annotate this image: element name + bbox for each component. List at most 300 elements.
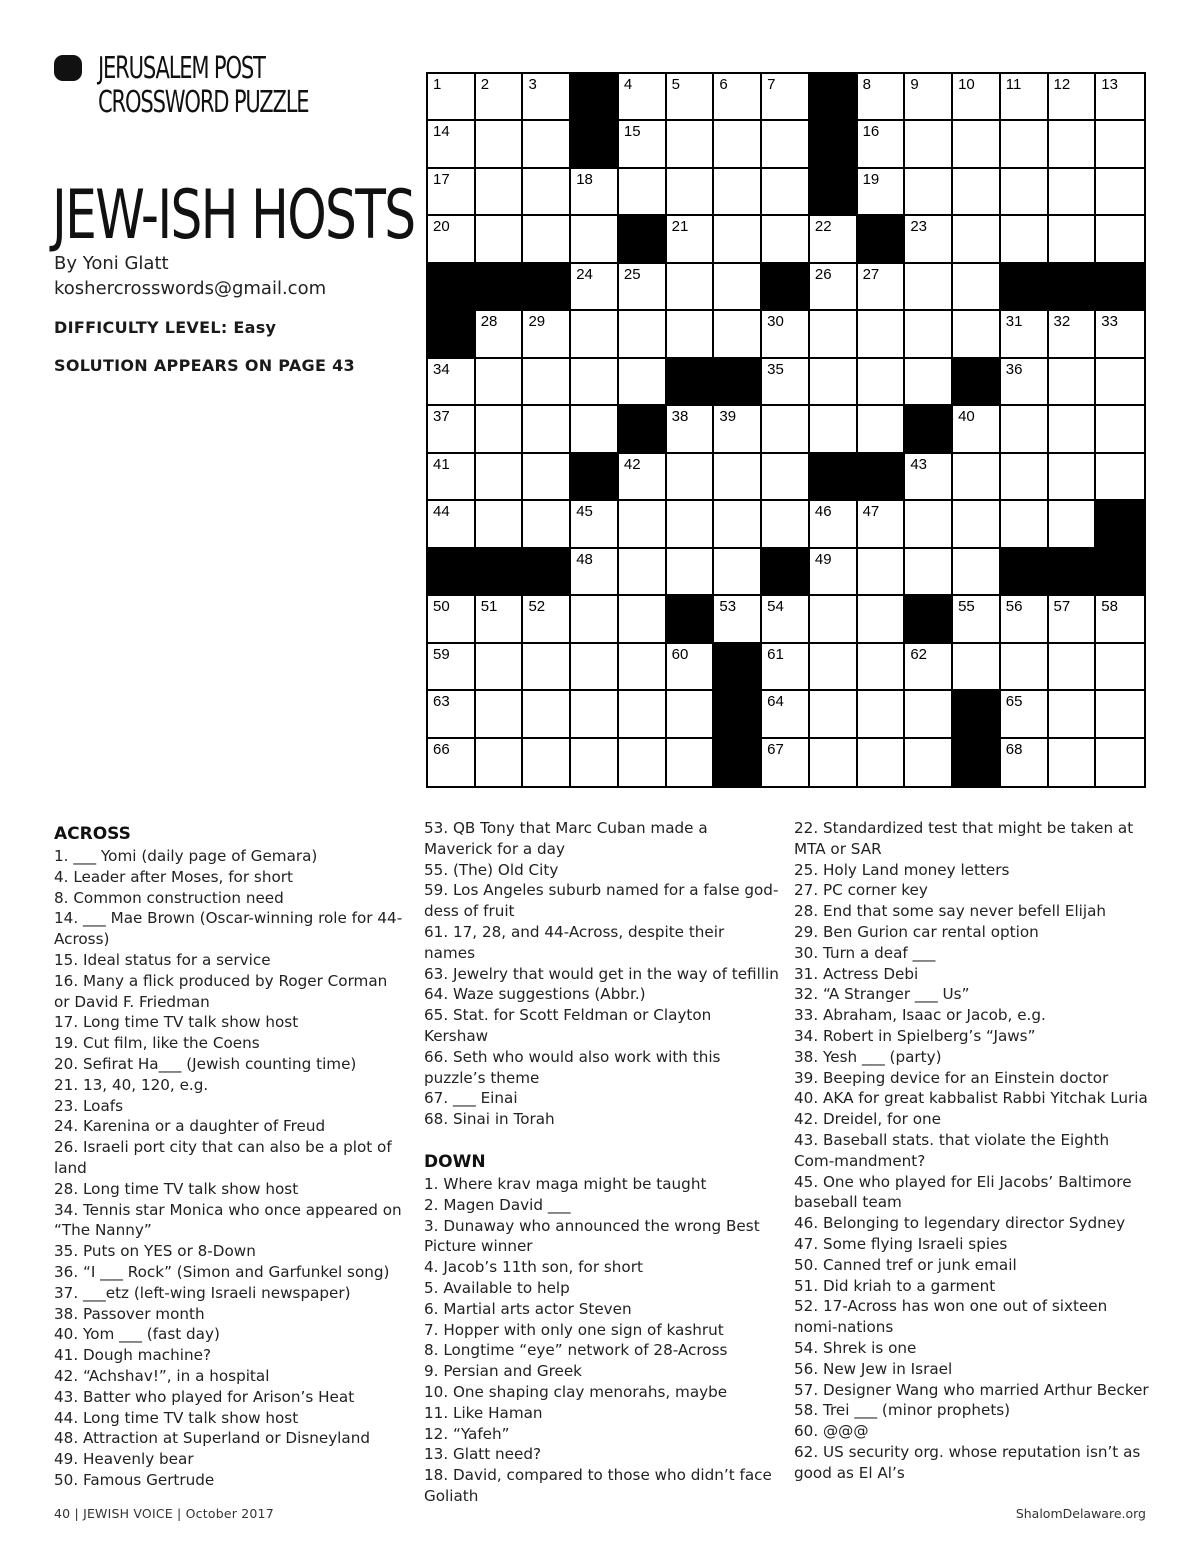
grid-cell[interactable] [523, 406, 571, 453]
across-clue-list-continued [424, 818, 780, 1130]
grid-cell[interactable] [905, 74, 953, 121]
clue-number: 21 [671, 218, 689, 236]
clue: 23. Loafs [54, 1096, 124, 1115]
grid-cell[interactable] [905, 311, 953, 358]
grid-cell[interactable] [1096, 691, 1144, 738]
grid-cell[interactable] [1001, 311, 1049, 358]
grid-cell[interactable] [667, 216, 715, 263]
grid-cell[interactable] [714, 216, 762, 263]
grid-cell[interactable] [476, 121, 524, 168]
clue: 50. Canned tref or junk email [794, 1255, 1017, 1274]
clue: 38. Yesh ___ (party) [794, 1047, 942, 1066]
grid-cell[interactable] [953, 644, 1001, 691]
grid-cell[interactable] [810, 406, 858, 453]
grid-cell[interactable] [1096, 739, 1144, 786]
grid-cell[interactable] [1096, 311, 1144, 358]
grid-cell[interactable] [619, 121, 667, 168]
grid-cell[interactable] [1049, 739, 1097, 786]
grid-cell[interactable] [476, 739, 524, 786]
clue: 25. Holy Land money letters [794, 860, 1010, 879]
grid-cell[interactable] [1096, 406, 1144, 453]
clue: 6. Martial arts actor Steven [424, 1299, 632, 1318]
grid-cell[interactable] [858, 264, 906, 311]
grid-cell[interactable] [571, 264, 619, 311]
grid-cell[interactable] [905, 644, 953, 691]
crossword-grid [426, 72, 1146, 788]
clue: 11. Like Haman [424, 1403, 543, 1422]
clue-number: 50 [433, 598, 450, 616]
byline: By Yoni Glatt [54, 253, 169, 274]
grid-cell[interactable] [428, 216, 476, 263]
grid-cell[interactable] [476, 644, 524, 691]
grid-cell[interactable] [1049, 691, 1097, 738]
clue: 42. “Achshav!”, in a hospital [54, 1366, 270, 1385]
grid-cell[interactable] [571, 739, 619, 786]
grid-block [1096, 264, 1144, 311]
puzzle-title: JEW-ISH HOSTS [52, 176, 415, 255]
grid-cell[interactable] [714, 406, 762, 453]
grid-cell[interactable] [667, 454, 715, 501]
clue-number: 57 [1053, 598, 1071, 616]
grid-cell[interactable] [858, 739, 906, 786]
brand-line-1: JERUSALEM POST [98, 51, 265, 86]
grid-cell[interactable] [905, 264, 953, 311]
clues-column-2 [424, 818, 780, 1507]
clue: 1. ___ Yomi (daily page of Gemara) [54, 847, 318, 865]
grid-cell[interactable] [810, 311, 858, 358]
grid-block [714, 739, 762, 786]
clue: 40. Yom ___ (fast day) [54, 1325, 220, 1344]
grid-block [905, 596, 953, 643]
grid-cell[interactable] [1049, 596, 1097, 643]
grid-cell[interactable] [762, 406, 810, 453]
grid-cell[interactable] [810, 691, 858, 738]
clues-column-1 [54, 822, 406, 1491]
grid-cell[interactable] [523, 311, 571, 358]
grid-cell[interactable] [619, 644, 667, 691]
grid-cell[interactable] [858, 311, 906, 358]
clue-number: 53 [719, 598, 737, 616]
grid-cell[interactable] [571, 549, 619, 596]
grid-cell[interactable] [523, 739, 571, 786]
grid-cell[interactable] [476, 691, 524, 738]
grid-cell[interactable] [619, 169, 667, 216]
clue-number: 35 [767, 360, 784, 378]
grid-cell[interactable] [619, 596, 667, 643]
grid-cell[interactable] [905, 739, 953, 786]
grid-cell[interactable] [810, 596, 858, 643]
clue: 62. US security org. whose reputation isn’t as good as El Al’s [794, 1442, 1141, 1482]
clue: 19. Cut film, like the Coens [54, 1034, 260, 1053]
grid-cell[interactable] [1001, 644, 1049, 691]
grid-cell[interactable] [714, 169, 762, 216]
grid-cell[interactable] [523, 121, 571, 168]
grid-cell[interactable] [1096, 644, 1144, 691]
grid-cell[interactable] [667, 169, 715, 216]
footer-website: ShalomDelaware.org [1015, 1506, 1146, 1521]
grid-cell[interactable] [810, 501, 858, 548]
grid-cell[interactable] [476, 74, 524, 121]
clue-number: 24 [576, 265, 593, 283]
grid-cell[interactable] [476, 406, 524, 453]
grid-cell[interactable] [1096, 169, 1144, 216]
grid-cell[interactable] [667, 264, 715, 311]
grid-block [905, 406, 953, 453]
clue: 32. “A Stranger ___ Us” [794, 985, 970, 1004]
clue: 67. ___ Einai [424, 1089, 518, 1108]
clue: 45. One who played for Eli Jacobs’ Baltimore baseball team [794, 1172, 1132, 1212]
grid-cell[interactable] [858, 359, 906, 406]
clue: 4. Leader after Moses, for short [54, 867, 293, 886]
grid-cell[interactable] [667, 311, 715, 358]
grid-cell[interactable] [953, 406, 1001, 453]
grid-block [810, 121, 858, 168]
grid-cell[interactable] [667, 644, 715, 691]
grid-block [714, 359, 762, 406]
clue-number: 28 [480, 313, 498, 331]
grid-cell[interactable] [1001, 454, 1049, 501]
clue-number: 22 [814, 218, 832, 236]
grid-cell[interactable] [714, 74, 762, 121]
clue-number: 1 [433, 76, 442, 93]
grid-cell[interactable] [1001, 691, 1049, 738]
down-clue-list [424, 1174, 780, 1507]
clue: 57. Designer Wang who married Arthur Becker [794, 1380, 1149, 1399]
grid-cell[interactable] [810, 216, 858, 263]
grid-cell[interactable] [667, 739, 715, 786]
grid-block [571, 74, 619, 121]
grid-cell[interactable] [523, 454, 571, 501]
grid-cell[interactable] [858, 74, 906, 121]
grid-cell[interactable] [858, 691, 906, 738]
grid-cell[interactable] [1001, 739, 1049, 786]
grid-cell[interactable] [428, 691, 476, 738]
clue-number: 3 [528, 76, 537, 93]
grid-cell[interactable] [667, 74, 715, 121]
grid-cell[interactable] [1049, 311, 1097, 358]
grid-block [953, 691, 1001, 738]
grid-cell[interactable] [1001, 596, 1049, 643]
down-heading: DOWN [424, 1151, 486, 1172]
grid-cell[interactable] [953, 454, 1001, 501]
grid-cell[interactable] [953, 169, 1001, 216]
grid-cell[interactable] [619, 264, 667, 311]
grid-cell[interactable] [762, 739, 810, 786]
grid-cell[interactable] [428, 359, 476, 406]
grid-cell[interactable] [523, 501, 571, 548]
grid-cell[interactable] [762, 501, 810, 548]
grid-cell[interactable] [476, 216, 524, 263]
grid-block [667, 596, 715, 643]
grid-cell[interactable] [571, 406, 619, 453]
grid-cell[interactable] [858, 406, 906, 453]
grid-cell[interactable] [619, 501, 667, 548]
grid-cell[interactable] [762, 216, 810, 263]
grid-cell[interactable] [1049, 501, 1097, 548]
grid-cell[interactable] [667, 549, 715, 596]
grid-cell[interactable] [858, 121, 906, 168]
grid-cell[interactable] [905, 121, 953, 168]
grid-cell[interactable] [667, 406, 715, 453]
clue: 30. Turn a deaf ___ [794, 943, 936, 962]
grid-cell[interactable] [428, 74, 476, 121]
grid-cell[interactable] [1096, 596, 1144, 643]
clue-number: 4 [623, 76, 633, 93]
grid-cell[interactable] [1049, 169, 1097, 216]
grid-cell[interactable] [810, 359, 858, 406]
clue-number: 5 [671, 76, 680, 93]
grid-cell[interactable] [905, 359, 953, 406]
grid-cell[interactable] [953, 596, 1001, 643]
grid-cell[interactable] [476, 596, 524, 643]
grid-cell[interactable] [1001, 74, 1049, 121]
clue-number: 68 [1005, 740, 1023, 758]
down-clue-list-continued [794, 818, 1152, 1484]
grid-cell[interactable] [762, 169, 810, 216]
grid-cell[interactable] [762, 644, 810, 691]
grid-block [1096, 549, 1144, 596]
clue-number: 48 [576, 550, 593, 568]
grid-block [714, 644, 762, 691]
grid-cell[interactable] [905, 549, 953, 596]
grid-cell[interactable] [523, 74, 571, 121]
grid-cell[interactable] [953, 121, 1001, 168]
clue-number: 63 [433, 693, 450, 711]
clue: 58. Trei ___ (minor prophets) [794, 1401, 1011, 1420]
grid-cell[interactable] [667, 691, 715, 738]
clue-number: 12 [1053, 76, 1071, 93]
grid-cell[interactable] [523, 169, 571, 216]
difficulty-level: DIFFICULTY LEVEL: Easy [54, 318, 277, 337]
clue: 12. “Yafeh” [424, 1424, 510, 1443]
grid-cell[interactable] [1096, 454, 1144, 501]
clue-number: 18 [576, 170, 593, 188]
clue: 27. PC corner key [794, 881, 928, 900]
grid-cell[interactable] [619, 454, 667, 501]
clue: 43. Batter who played for Arison’s Heat [54, 1387, 355, 1406]
clue-number: 15 [623, 123, 641, 141]
grid-cell[interactable] [858, 596, 906, 643]
grid-cell[interactable] [619, 74, 667, 121]
grid-cell[interactable] [476, 501, 524, 548]
grid-cell[interactable] [428, 121, 476, 168]
grid-cell[interactable] [1001, 501, 1049, 548]
clue-number: 33 [1101, 313, 1118, 331]
clue: 64. Waze suggestions (Abbr.) [424, 985, 646, 1004]
grid-cell[interactable] [523, 216, 571, 263]
grid-cell[interactable] [428, 739, 476, 786]
grid-cell[interactable] [1096, 216, 1144, 263]
grid-cell[interactable] [762, 311, 810, 358]
grid-cell[interactable] [858, 501, 906, 548]
grid-cell[interactable] [714, 549, 762, 596]
grid-cell[interactable] [905, 169, 953, 216]
clue-number: 34 [433, 360, 450, 378]
grid-cell[interactable] [714, 596, 762, 643]
grid-cell[interactable] [571, 501, 619, 548]
clue-number: 62 [910, 645, 928, 663]
clue-number: 16 [862, 123, 880, 141]
across-clue-list [54, 846, 406, 1491]
clue-number: 13 [1101, 76, 1118, 93]
grid-cell[interactable] [858, 644, 906, 691]
grid-cell[interactable] [523, 691, 571, 738]
grid-block [1049, 264, 1097, 311]
grid-cell[interactable] [476, 359, 524, 406]
grid-cell[interactable] [476, 454, 524, 501]
grid-cell[interactable] [571, 691, 619, 738]
grid-block [619, 216, 667, 263]
grid-cell[interactable] [1096, 121, 1144, 168]
clue: 53. QB Tony that Marc Cuban made a Maverick for a day [424, 819, 708, 858]
grid-cell[interactable] [1001, 406, 1049, 453]
clue: 16. Many a flick produced by Roger Corman or David F. Friedman [54, 971, 388, 1011]
grid-cell[interactable] [1049, 644, 1097, 691]
grid-cell[interactable] [810, 644, 858, 691]
grid-cell[interactable] [905, 691, 953, 738]
grid-block [714, 691, 762, 738]
grid-cell[interactable] [667, 501, 715, 548]
grid-cell[interactable] [571, 359, 619, 406]
grid-cell[interactable] [428, 644, 476, 691]
clue-number: 30 [767, 313, 784, 331]
grid-cell[interactable] [953, 216, 1001, 263]
grid-block [1049, 549, 1097, 596]
grid-cell[interactable] [667, 121, 715, 168]
grid-cell[interactable] [953, 311, 1001, 358]
clue: 66. Seth who would also work with this puzzle’s theme [424, 1047, 721, 1087]
clue-number: 64 [767, 693, 784, 711]
grid-cell[interactable] [1049, 406, 1097, 453]
grid-cell[interactable] [428, 501, 476, 548]
grid-block [1096, 501, 1144, 548]
grid-cell[interactable] [1049, 216, 1097, 263]
grid-cell[interactable] [1096, 74, 1144, 121]
grid-cell[interactable] [1049, 359, 1097, 406]
grid-cell[interactable] [428, 596, 476, 643]
grid-cell[interactable] [571, 311, 619, 358]
grid-block [428, 549, 476, 596]
grid-cell[interactable] [762, 596, 810, 643]
grid-cell[interactable] [619, 549, 667, 596]
clue: 36. “I ___ Rock” (Simon and Garfunkel song) [54, 1262, 390, 1281]
grid-cell[interactable] [476, 169, 524, 216]
grid-block [762, 549, 810, 596]
clue: 40. AKA for great kabbalist Rabbi Yitchak Luria [794, 1089, 1148, 1108]
grid-block [667, 359, 715, 406]
grid-cell[interactable] [905, 216, 953, 263]
across-heading: ACROSS [54, 824, 131, 844]
grid-cell[interactable] [523, 596, 571, 643]
clue: 38. Passover month [54, 1304, 205, 1323]
clue: 20. Sefirat Ha___ (Jewish counting time) [54, 1054, 357, 1073]
grid-cell[interactable] [953, 501, 1001, 548]
grid-cell[interactable] [714, 501, 762, 548]
grid-block [619, 406, 667, 453]
clue: 56. New Jew in Israel [794, 1359, 953, 1378]
grid-cell[interactable] [571, 644, 619, 691]
clue-number: 67 [767, 740, 784, 758]
grid-cell[interactable] [428, 169, 476, 216]
grid-cell[interactable] [571, 596, 619, 643]
grid-cell[interactable] [1001, 169, 1049, 216]
grid-cell[interactable] [571, 169, 619, 216]
grid-cell[interactable] [762, 74, 810, 121]
grid-cell[interactable] [619, 739, 667, 786]
clue: 13. Glatt need? [424, 1445, 542, 1464]
grid-block [476, 264, 524, 311]
clue: 5. Available to help [424, 1278, 570, 1297]
grid-cell[interactable] [619, 359, 667, 406]
grid-cell[interactable] [953, 264, 1001, 311]
clue-number: 43 [910, 455, 928, 473]
grid-cell[interactable] [858, 549, 906, 596]
grid-cell[interactable] [1001, 359, 1049, 406]
clue-number: 29 [528, 313, 546, 331]
grid-block [953, 739, 1001, 786]
clue-number: 37 [433, 408, 450, 426]
grid-cell[interactable] [810, 549, 858, 596]
grid-cell[interactable] [810, 739, 858, 786]
grid-cell[interactable] [810, 264, 858, 311]
clue-number: 56 [1005, 598, 1023, 616]
grid-cell[interactable] [714, 264, 762, 311]
grid-cell[interactable] [476, 311, 524, 358]
grid-cell[interactable] [905, 454, 953, 501]
clue-number: 36 [1005, 360, 1023, 378]
grid-cell[interactable] [714, 311, 762, 358]
clue: 39. Beeping device for an Einstein doctor [794, 1068, 1109, 1087]
grid-cell[interactable] [714, 454, 762, 501]
grid-cell[interactable] [714, 121, 762, 168]
grid-block [858, 454, 906, 501]
grid-cell[interactable] [905, 501, 953, 548]
clue-number: 14 [433, 123, 450, 141]
grid-cell[interactable] [571, 216, 619, 263]
grid-cell[interactable] [1049, 74, 1097, 121]
clue: 55. (The) Old City [424, 860, 559, 879]
grid-cell[interactable] [762, 359, 810, 406]
clue: 24. Karenina or a daughter of Freud [54, 1117, 326, 1136]
grid-cell[interactable] [1001, 121, 1049, 168]
clue: 15. Ideal status for a service [54, 950, 271, 969]
grid-cell[interactable] [953, 549, 1001, 596]
clue: 61. 17, 28, and 44-Across, despite their names [424, 922, 725, 962]
clue: 35. Puts on YES or 8-Down [54, 1242, 256, 1261]
grid-cell[interactable] [1049, 454, 1097, 501]
grid-cell[interactable] [523, 644, 571, 691]
grid-cell[interactable] [523, 359, 571, 406]
grid-cell[interactable] [762, 691, 810, 738]
clue: 46. Belonging to legendary director Sydney [794, 1214, 1126, 1233]
clue: 37. ___etz (left-wing Israeli newspaper) [54, 1283, 351, 1302]
grid-cell[interactable] [428, 406, 476, 453]
clue-number: 31 [1005, 313, 1023, 331]
grid-cell[interactable] [1096, 359, 1144, 406]
grid-cell[interactable] [428, 454, 476, 501]
grid-cell[interactable] [762, 121, 810, 168]
clue: 17. Long time TV talk show host [54, 1013, 299, 1032]
clue: 52. 17-Across has won one out of sixteen nomi-nations [794, 1297, 1108, 1337]
clue: 41. Dough machine? [54, 1346, 212, 1365]
grid-cell[interactable] [858, 169, 906, 216]
grid-cell[interactable] [762, 454, 810, 501]
grid-cell[interactable] [1049, 121, 1097, 168]
grid-cell[interactable] [953, 74, 1001, 121]
grid-cell[interactable] [619, 311, 667, 358]
grid-cell[interactable] [1001, 216, 1049, 263]
grid-cell[interactable] [619, 691, 667, 738]
